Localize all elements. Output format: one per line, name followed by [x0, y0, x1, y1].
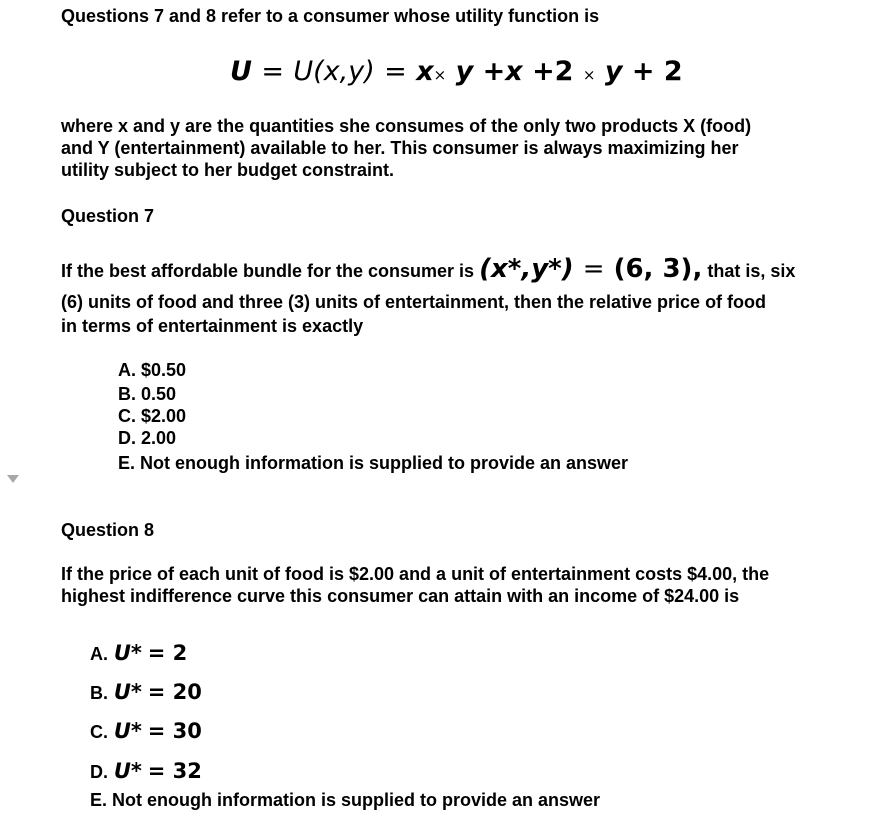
q7-bundle-vars: (x*,y*) — [479, 254, 574, 284]
q8-heading: Question 8 — [61, 520, 155, 540]
option-value: = 20 — [147, 680, 202, 704]
q7-line1 — [61, 252, 795, 286]
utility-equation — [230, 56, 683, 91]
option-symbol-text: U* — [113, 641, 142, 665]
option-letter: A. — [90, 644, 108, 664]
eq-equals: = — [384, 56, 407, 87]
q7-option-e — [118, 452, 628, 474]
option-text: 2.00 — [141, 428, 177, 448]
option-letter: E. — [90, 790, 108, 810]
intro-paragraph-line: utility subject to her budget constraint. — [61, 160, 395, 180]
q7-line2: (6) units of food and three (3) units of entertainment, then the relative price of food — [61, 292, 767, 312]
option-value: = 2 — [147, 641, 188, 665]
q8-option-e — [90, 789, 600, 811]
option-symbol — [114, 641, 142, 665]
eq-term: x — [416, 56, 434, 87]
option-text: $2.00 — [141, 406, 187, 426]
option-text: Not enough information is supplied to provide an answer — [140, 453, 629, 473]
q7-heading: Question 7 — [61, 206, 155, 226]
q7-bundle-equals: = — [582, 254, 605, 284]
option-letter: C. — [90, 722, 108, 742]
eq-term: +2 — [532, 56, 574, 87]
option-symbol-text: U* — [113, 680, 142, 704]
option-symbol — [114, 680, 142, 704]
option-letter: D. — [118, 428, 136, 448]
option-text: 0.50 — [141, 384, 177, 404]
option-letter: B. — [118, 384, 136, 404]
eq-times: × — [433, 66, 447, 84]
q8-option-d — [90, 758, 202, 785]
option-text: Not enough information is supplied to provide an answer — [112, 790, 601, 810]
eq-term: +x — [482, 56, 523, 87]
option-letter: D. — [90, 762, 108, 782]
option-symbol-text: U* — [113, 759, 142, 783]
q7-option-c — [118, 405, 186, 427]
eq-term: + 2 — [631, 56, 683, 87]
q8-option-b — [90, 679, 202, 706]
option-value: = 30 — [147, 719, 202, 743]
option-text: $0.50 — [141, 360, 187, 380]
q7-line1-post: that is, six — [707, 261, 796, 281]
option-symbol-text: U* — [113, 719, 142, 743]
option-symbol — [114, 759, 142, 783]
option-symbol — [114, 719, 142, 743]
q7-bundle-value: (6, 3), — [613, 254, 703, 284]
q7-option-a — [118, 359, 186, 381]
option-value: = 32 — [147, 759, 202, 783]
intro-paragraph-line: and Y (entertainment) available to her. This consumer is always maximizing her — [61, 138, 739, 158]
option-letter: A. — [118, 360, 136, 380]
q7-line3: in terms of entertainment is exactly — [61, 316, 364, 336]
eq-func: U(x,y) — [293, 56, 375, 87]
option-letter: B. — [90, 683, 108, 703]
q8-line1: If the price of each unit of food is $2.00 and a unit of entertainment costs $4.00, the — [61, 564, 770, 584]
collapse-triangle-icon[interactable] — [7, 475, 19, 483]
intro-paragraph-line: where x and y are the quantities she consumes of the only two products X (food) — [61, 116, 752, 136]
intro-text: Questions 7 and 8 refer to a consumer whose utility function is — [61, 6, 600, 26]
q7-line1-pre: If the best affordable bundle for the consumer is — [61, 261, 475, 281]
eq-equals: = — [261, 56, 284, 87]
q8-line2: highest indifference curve this consumer can attain with an income of $24.00 is — [61, 586, 740, 606]
eq-term: y — [455, 56, 474, 87]
option-letter: E. — [118, 453, 136, 473]
q8-option-a — [90, 640, 187, 667]
eq-times: × — [582, 66, 596, 84]
option-letter: C. — [118, 406, 136, 426]
eq-term: y — [604, 56, 623, 87]
q8-option-c — [90, 718, 202, 745]
q7-option-b — [118, 383, 176, 405]
eq-lhs: U — [230, 56, 252, 87]
q7-bundle — [479, 254, 702, 284]
q7-option-d — [118, 427, 176, 449]
